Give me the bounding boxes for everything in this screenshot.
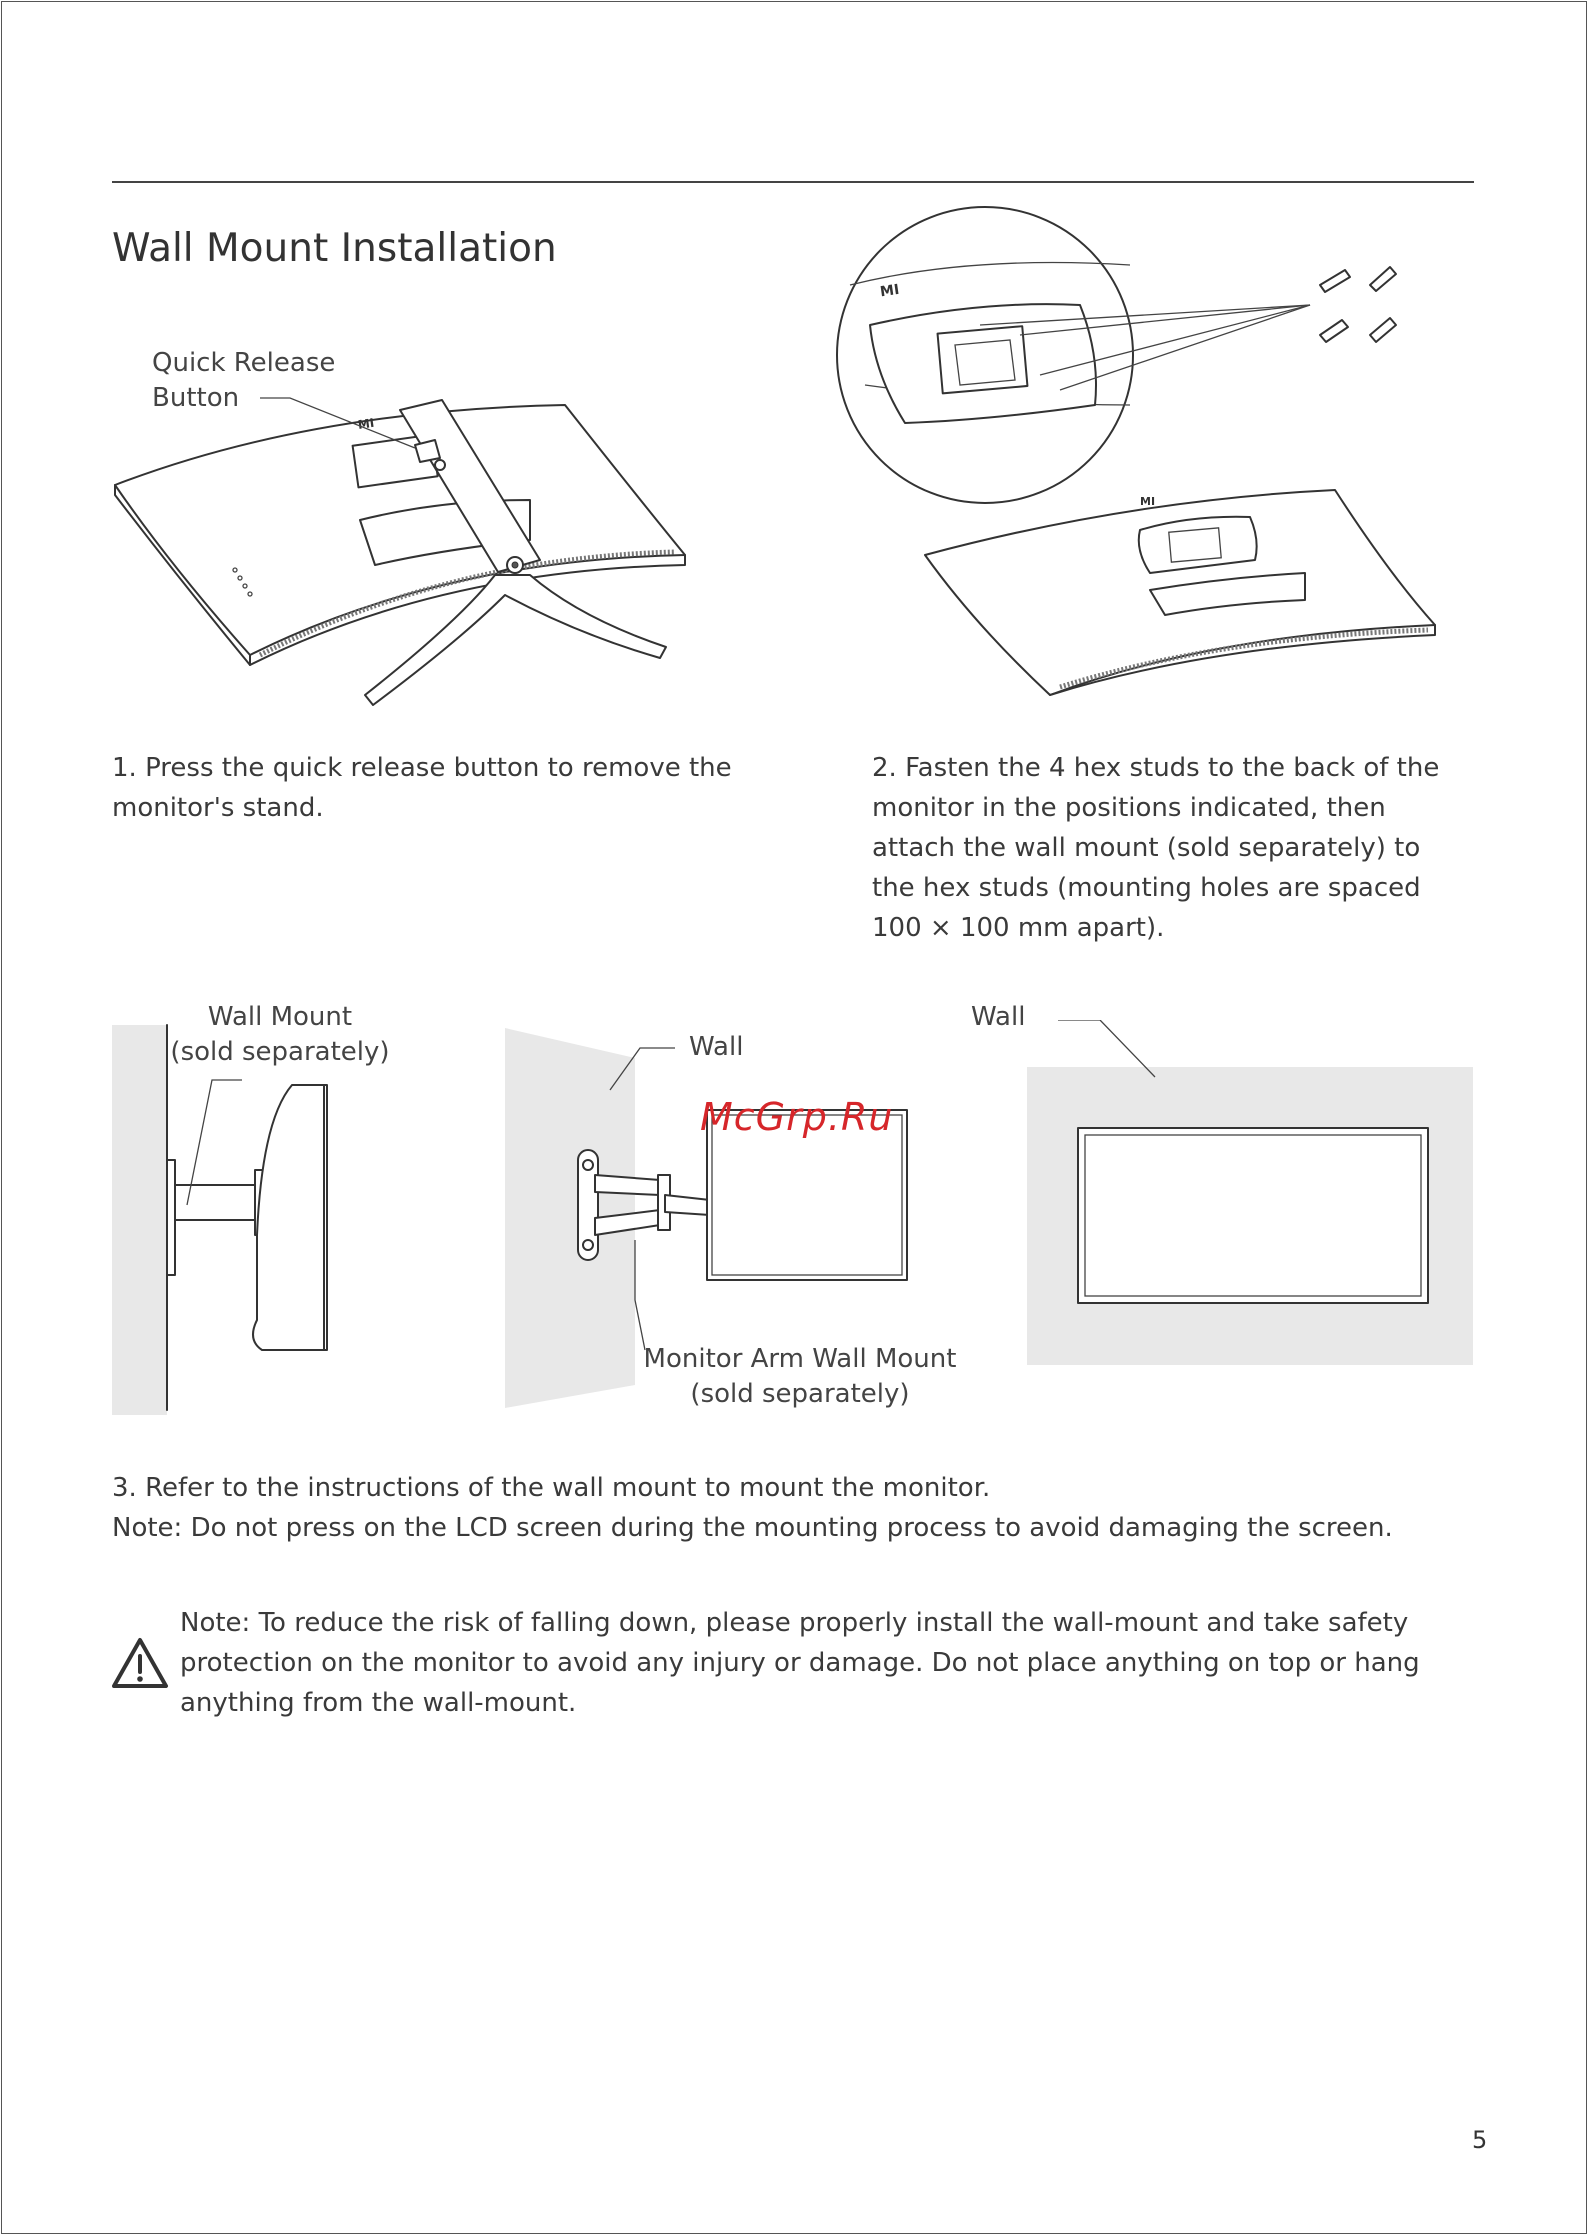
monitor-front bbox=[1078, 1128, 1428, 1303]
figure-front-view bbox=[1025, 1020, 1475, 1370]
quick-release-button bbox=[415, 440, 440, 462]
logo-mi: MI bbox=[356, 415, 376, 432]
figure-hex-studs bbox=[830, 205, 1450, 705]
svg-text:MI: MI bbox=[1140, 495, 1156, 508]
page-title: Wall Mount Installation bbox=[112, 226, 557, 271]
leader-line-monitor-arm bbox=[635, 1240, 645, 1350]
watermark: McGrp.Ru bbox=[700, 1095, 894, 1139]
warning-text: Note: To reduce the risk of falling down, please properly install the wall-mount and take safety protection on the monitor to avoid any injury or damage. Do not place anything on top or hang anything from the wall-mount. bbox=[180, 1608, 1420, 1718]
warning-icon bbox=[110, 1636, 170, 1690]
arm-upper bbox=[595, 1175, 660, 1195]
top-rule bbox=[112, 181, 1474, 183]
step-3-text: 3. Refer to the instructions of the wall mount to mount the monitor. Note: Do not press on the LCD screen during the mounting process to avoid damaging the screen. bbox=[112, 1473, 1393, 1543]
label-monitor-arm: Monitor Arm Wall Mount (sold separately) bbox=[643, 1344, 957, 1409]
svg-text:MI: MI bbox=[879, 281, 901, 301]
wall-mount-bracket bbox=[167, 1160, 175, 1275]
label-wall-b: Wall bbox=[971, 1002, 1026, 1032]
label-quick-release: Quick Release Button bbox=[152, 348, 336, 413]
label-wall-a: Wall bbox=[689, 1032, 744, 1062]
page-number: 5 bbox=[1472, 2126, 1488, 2154]
hex-studs bbox=[1320, 267, 1396, 342]
step-2-text: 2. Fasten the 4 hex studs to the back of the monitor in the positions indicated, then attach the wall mount (sold separately) to the hex studs (mounting holes are spaced 100 × 100 mm apart). bbox=[872, 753, 1440, 943]
figure-side-view bbox=[112, 1020, 352, 1415]
wall-side bbox=[112, 1025, 167, 1415]
step-1-text: 1. Press the quick release button to remove the monitor's stand. bbox=[112, 753, 732, 823]
figure-stand-removal bbox=[110, 390, 690, 720]
monitor-side bbox=[253, 1085, 327, 1350]
label-wall-mount: Wall Mount (sold separately) bbox=[170, 1002, 390, 1067]
